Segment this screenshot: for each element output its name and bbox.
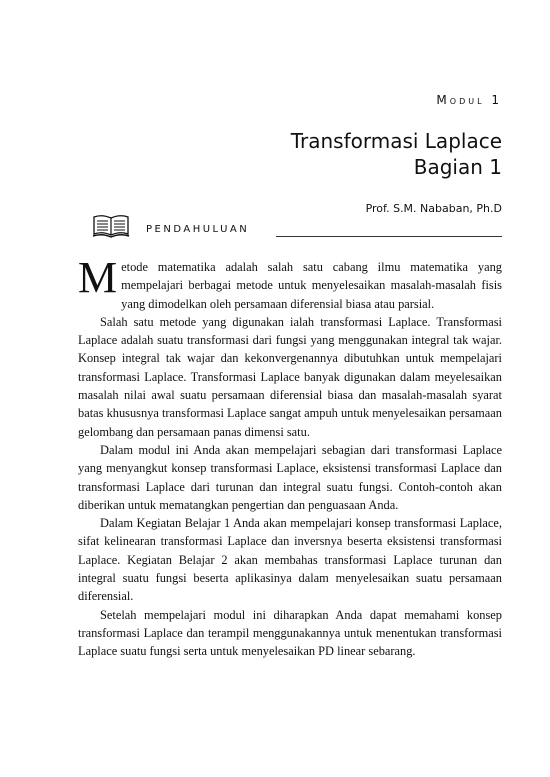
paragraph-3: Dalam modul ini Anda akan mempelajari sebagian dari transformasi Laplace yang menyangkut konsep transformasi Laplace, eksistensi transformasi Laplace dan transformasi Laplace dari turunan dan integral suatu fungsi. Contoh-contoh akan diberikan untuk mematangkan pengertian dan penguasaan Anda. [78,442,502,512]
title-line-1: Transformasi Laplace [290,129,502,153]
book-icon [92,214,130,238]
body-text [78,253,502,661]
title-line-2: Bagian 1 [413,155,502,179]
paragraph-1 [78,253,502,313]
paragraph-1-text: etode matematika adalah salah satu cabang ilmu matematika yang mempelajari berbagai metode untuk menyelesaikan masalah-masalah fisis yang dimodelkan oleh persamaan diferensial biasa atau parsial. [121,260,502,311]
paragraph-4: Dalam Kegiatan Belajar 1 Anda akan mempelajari konsep transformasi Laplace, sifat kelinearan transformasi Laplace dan inversnya beserta eksistensi transformasi Laplace. Kegiatan Belajar 2 akan membahas transformasi Laplace turunan dan integral suatu fungsi beserta aplikasinya dalam menyelesaikan suatu persamaan diferensial. [78,516,502,604]
drop-cap: M [78,253,118,302]
section-title: PENDAHULUAN [146,224,250,235]
section-header [92,214,502,238]
paragraph-5: Setelah mempelajari modul ini diharapkan Anda dapat memahami konsep transformasi Laplace dan terampil menggunakannya untuk menentukan transformasi Laplace suatu fungsi serta untuk menyelesaikan PD linear sebarang. [78,607,502,659]
author-name: Prof. S.M. Nababan, Ph.D [365,202,502,215]
module-label: Modul 1 [436,93,502,107]
page-title [291,128,502,180]
paragraph-2: Salah satu metode yang digunakan ialah transformasi Laplace. Transformasi Laplace adalah suatu transformasi dari fungsi yang menggunakan integral tak wajar. Konsep integral tak wajar dan kekonvergenannya dibutuhkan untuk mempelajari transformasi Laplace. Transformasi Laplace banyak digunakan dalam meyelesaikan masalah nilai awal suatu persamaan diferensial biasa dan masalah-masalah syarat batas khususnya transformasi Laplace sangat ampuh untuk menyelesaikan persamaan gelombang dan persamaan panas dimensi satu. [78,314,502,439]
section-divider [276,236,502,237]
